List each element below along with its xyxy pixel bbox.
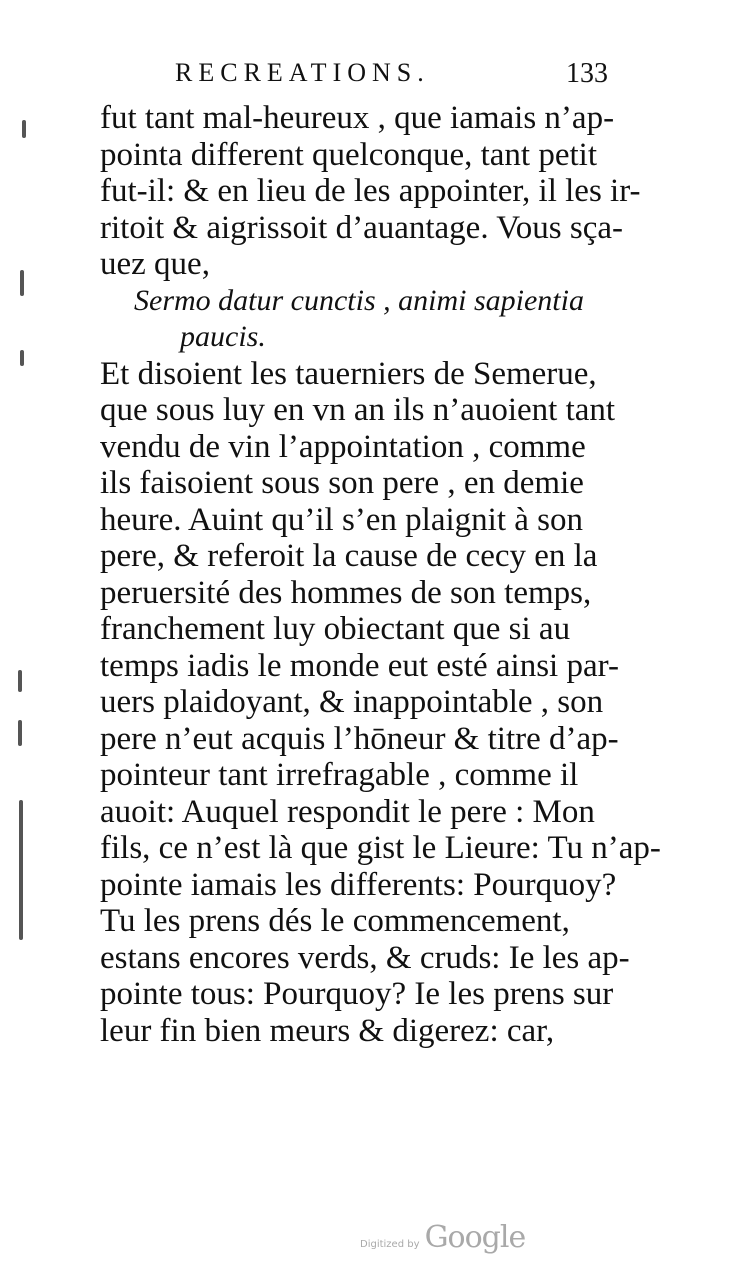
digitized-watermark <box>360 1220 525 1255</box>
text-line: franchement luy obiectant que si au <box>100 611 571 647</box>
text-line: heure. Auint qu’il s’en plaignit à son <box>100 501 583 538</box>
google-logo: Google <box>424 1220 526 1255</box>
text-line: leur fin bien meurs & digerez: car, <box>100 1012 555 1049</box>
text-line: temps iadis le monde eut esté ainsi par- <box>100 647 619 684</box>
text-line: ritoit & aigrissoit d’auantage. Vous sça- <box>100 209 624 246</box>
text-line: pointeur tant irrefragable , comme il <box>100 757 579 793</box>
text-line: pointe tous: Pourquoy? Ie les prens sur <box>100 976 614 1012</box>
margin-mark <box>18 720 22 746</box>
text-line: fils, ce n’est là que gist le Lieure: Tu n’ap- <box>100 830 661 866</box>
verse-line: Sermo datur cunctis , animi sapientia <box>134 283 584 317</box>
text-line: pere, & referoit la cause de cecy en la <box>100 538 598 574</box>
margin-mark <box>18 670 22 692</box>
body-text <box>100 100 661 1049</box>
text-line: fut-il: & en lieu de les appointer, il les ir- <box>100 173 641 209</box>
watermark-small-text: Digitized by <box>360 1239 420 1250</box>
verse-line: paucis. <box>180 320 266 353</box>
text-line: uez que, <box>100 246 210 282</box>
text-line: pointa different quelconque, tant petit <box>100 136 597 173</box>
text-line: que sous luy en vn an ils n’auoient tant <box>100 392 616 428</box>
text-line: fut tant mal-heureux , que iamais n’ap- <box>100 100 615 136</box>
running-head: RECREATIONS. <box>175 58 430 87</box>
text-line: auoit: Auquel respondit le pere : Mon <box>100 793 595 830</box>
margin-mark <box>22 120 26 138</box>
text-line: estans encores verds, & cruds: Ie les ap- <box>100 939 630 976</box>
text-line: Tu les prens dés le commencement, <box>100 903 570 939</box>
text-line: pere n’eut acquis l’hōneur & titre d’ap- <box>100 720 619 757</box>
text-line: pointe iamais les differents: Pourquoy? <box>100 866 617 903</box>
margin-mark <box>20 270 24 296</box>
text-line: Et disoient les tauerniers de Semerue, <box>100 355 597 392</box>
text-line: ils faisoient sous son pere , en demie <box>100 465 584 501</box>
text-line: vendu de vin l’appointation , comme <box>100 428 586 465</box>
margin-mark <box>20 350 24 366</box>
margin-mark <box>19 800 23 940</box>
page-number: 133 <box>566 58 608 89</box>
text-line: peruersité des hommes de son temps, <box>100 574 592 611</box>
text-line: uers plaidoyant, & inappointable , son <box>100 684 604 720</box>
margin-marks <box>8 110 38 990</box>
